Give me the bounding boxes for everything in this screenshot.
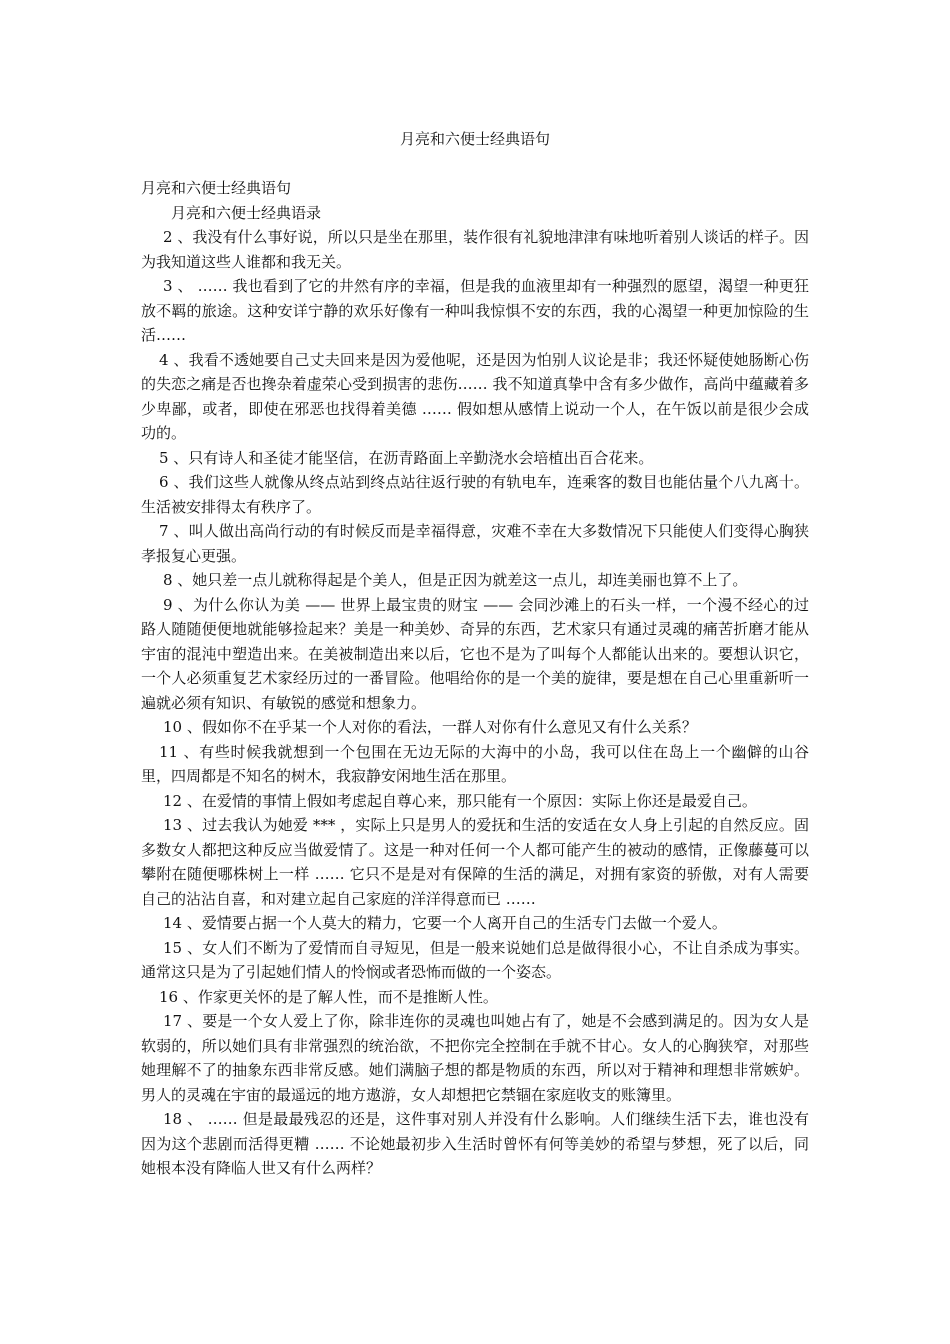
paragraph-11: 11 、有些时候我就想到一个包围在无边无际的大海中的小岛，我可以住在岛上一个幽僻的山谷里，四周都是不知名的树木，我寂静安闲地生活在那里。 <box>141 742 809 785</box>
document-body <box>141 176 809 1181</box>
paragraph-9: 9 、为什么你认为美 —— 世界上最宝贵的财宝 —— 会同沙滩上的石头一样，一个漫不经心的过路人随随便便地就能够捡起来？美是一种美妙、奇异的东西，艺术家只有通过灵魂的痛苦折磨才能从宇宙的混沌中塑造出来。在美被制造出来以后，它也不是为了叫每个人都能认出来的。要想认识它，一个人必须重复艺术家经历过的一番冒险。他唱给你的是一个美的旋律，要是想在自己心里重新听一遍就必须有知识、有敏锐的感觉和想象力。 <box>141 595 809 712</box>
paragraph-5: 5 、只有诗人和圣徒才能坚信，在沥青路面上辛勤浇水会培植出百合花来。 <box>159 448 654 467</box>
paragraph-13: 13 、过去我认为她爱 *** ，实际上只是男人的爱抚和生活的安适在女人身上引起的自然反应。固多数女人都把这种反应当做爱情了。这是一种对任何一个人都可能产生的被动的感情，正像藤蔓可以攀附在随便哪株树上一样 …… 它只不是是对有保障的生活的满足，对拥有家资的骄傲，对有人需要自己的沾沾自喜，和对建立起自己家庭的洋洋得意而已 …… <box>141 816 809 908</box>
paragraph-12: 12 、在爱情的事情上假如考虑起自尊心来，那只能有一个原因：实际上你还是最爱自己。 <box>163 791 757 810</box>
paragraph-2: 2 、我没有什么事好说，所以只是坐在那里，装作很有礼貌地津津有味地听着别人谈话的样子。因为我知道这些人谁都和我无关。 <box>141 228 809 271</box>
paragraph-3: 3 、 …… 我也看到了它的井然有序的幸福，但是我的血液里却有一种强烈的愿望，渴望一种更狂放不羁的旅途。这种安详宁静的欢乐好像有一种叫我惊惧不安的东西，我的心渴望一种更加惊险的生活…… <box>141 277 809 344</box>
paragraph-18: 18 、 …… 但是最最残忍的还是，这件事对别人并没有什么影响。人们继续生活下去，谁也没有因为这个悲剧而活得更糟 …… 不论她最初步入生活时曾怀有何等美妙的希望与梦想，死了以后，同她根本没有降临人世又有什么两样？ <box>141 1110 809 1177</box>
paragraph-6: 6 、我们这些人就像从终点站到终点站往返行驶的有轨电车，连乘客的数目也能估量个八九离十。生活被安排得太有秩序了。 <box>141 473 809 516</box>
document-title: 月亮和六便士经典语句 <box>399 130 550 148</box>
paragraph-8: 8 、她只差一点儿就称得起是个美人，但是正因为就差这一点儿，却连美丽也算不上了。 <box>163 571 748 589</box>
document-subtitle: 月亮和六便士经典语句 <box>141 179 292 197</box>
paragraph-15: 15 、女人们不断为了爱情而自寻短见，但是一般来说她们总是做得很小心，不让自杀成为事实。通常这只是为了引起她们情人的怜悯或者恐怖而做的一个姿态。 <box>141 938 809 981</box>
paragraph-14: 14 、爱情要占据一个人莫大的精力，它要一个人离开自己的生活专门去做一个爱人。 <box>163 914 727 932</box>
paragraph-10: 10 、假如你不在乎某一个人对你的看法，一群人对你有什么意见又有什么关系？ <box>163 718 697 736</box>
section-heading: 月亮和六便士经典语录 <box>171 203 322 222</box>
paragraph-17: 17 、要是一个女人爱上了你，除非连你的灵魂也叫她占有了，她是不会感到满足的。因为女人是软弱的，所以她们具有非常强烈的统治欲，不把你完全控制在手就不甘心。女人的心胸狭窄，对那些她理解不了的抽象东西非常反感。她们满脑子想的都是物质的东西，所以对于精神和理想非常嫉妒。男人的灵魂在宇宙的最遥远的地方遨游，女人却想把它禁锢在家庭收支的账簿里。 <box>141 1012 809 1104</box>
paragraph-7: 7 、叫人做出高尚行动的有时候反而是幸福得意，灾难不幸在大多数情况下只能使人们变得心胸狭孝报复心更强。 <box>141 522 809 565</box>
paragraph-4: 4 、我看不透她要自己丈夫回来是因为爱他呢，还是因为怕别人议论是非；我还怀疑使她肠断心伤的失恋之痛是否也搀杂着虚荣心受到损害的悲伤…… 我不知道真挚中含有多少做作，高尚中蕴藏着多少卑鄙，或者，即使在邪恶也找得着美德 …… 假如想从感情上说动一个人，在午饭以前是很少会成功的。 <box>141 350 809 442</box>
paragraph-16: 16 、作家更关怀的是了解人性，而不是推断人性。 <box>159 987 498 1006</box>
